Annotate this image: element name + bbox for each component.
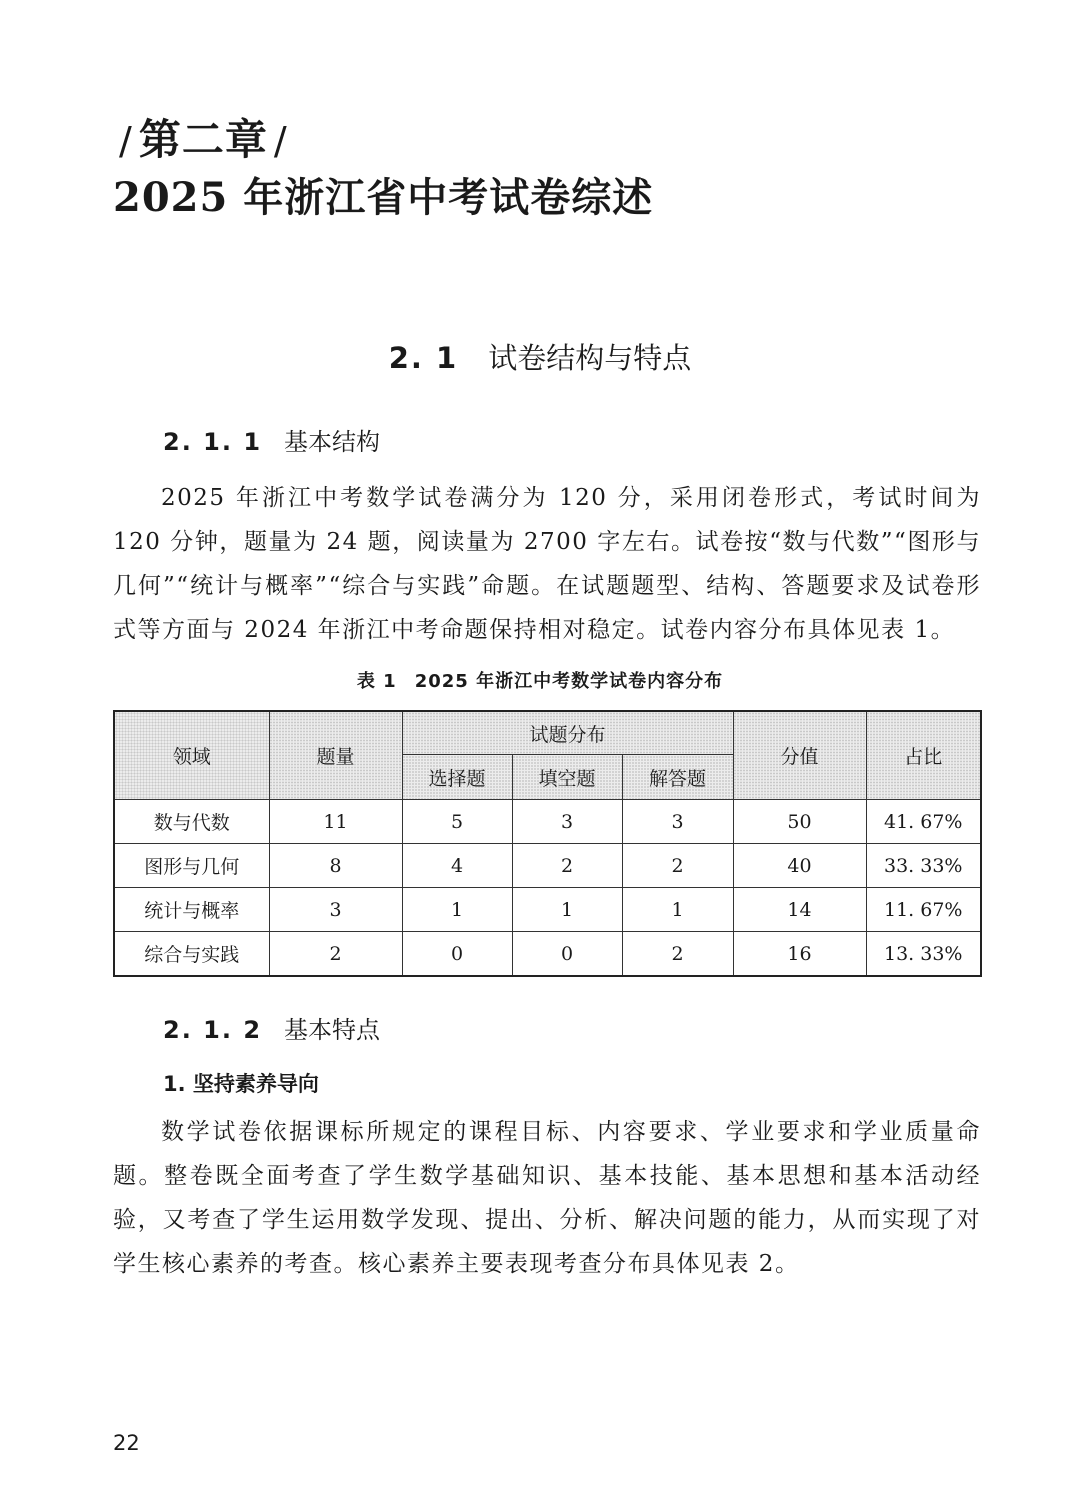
header-domain: 领域 — [114, 711, 269, 800]
header-distribution: 试题分布 — [402, 711, 733, 755]
subsection-title: 基本结构 — [284, 428, 381, 456]
subsection-heading-basic-features — [163, 1012, 380, 1048]
cell-domain: 数与代数 — [114, 800, 269, 844]
cell-count: 3 — [269, 888, 402, 932]
chapter-title: 2025 年浙江省中考试卷综述 — [113, 174, 654, 221]
table-row — [114, 932, 981, 977]
cell-ratio: 11. 67% — [866, 888, 981, 932]
cell-choice: 5 — [402, 800, 512, 844]
cell-ratio: 13. 33% — [866, 932, 981, 977]
header-score: 分值 — [733, 711, 866, 800]
header-fill: 填空题 — [512, 755, 622, 800]
cell-score: 50 — [733, 800, 866, 844]
header-answer: 解答题 — [622, 755, 733, 800]
cell-domain: 统计与概率 — [114, 888, 269, 932]
cell-answer: 3 — [622, 800, 733, 844]
table-caption-label: 表 1 — [356, 671, 397, 692]
cell-score: 16 — [733, 932, 866, 977]
chapter-label — [113, 112, 294, 169]
table-caption-title: 2025 年浙江中考数学试卷内容分布 — [414, 671, 724, 692]
cell-domain: 综合与实践 — [114, 932, 269, 977]
cell-answer: 2 — [622, 932, 733, 977]
chapter-slash-left: / — [119, 119, 133, 163]
cell-choice: 4 — [402, 844, 512, 888]
paragraph-basic-structure: 2025 年浙江中考数学试卷满分为 120 分，采用闭卷形式，考试时间为 120 分钟，题量为 24 题，阅读量为 2700 字左右。试卷按“数与代数”“图形与几何”“统计与概率”“综合与实践”命题。在试题题型、结构、答题要求及试卷形式等方面与 2024 年浙江中考命题保持相对稳定。试卷内容分布具体见表 1。 — [113, 485, 981, 643]
table-row — [114, 800, 981, 844]
paragraph-literacy-orientation: 数学试卷依据课标所规定的课程目标、内容要求、学业要求和学业质量命题。整卷既全面考查了学生数学基础知识、基本技能、基本思想和基本活动经验，又考查了学生运用数学发现、提出、分析、解决问题的能力，从而实现了对学生核心素养的考查。核心素养主要表现考查分布具体见表 2。 — [113, 1119, 981, 1277]
subsection-heading-basic-structure — [163, 424, 380, 460]
cell-fill: 2 — [512, 844, 622, 888]
header-ratio: 占比 — [866, 711, 981, 800]
cell-count: 2 — [269, 932, 402, 977]
cell-ratio: 33. 33% — [866, 844, 981, 888]
subsection-number: 2. 1. 2 — [163, 1016, 263, 1044]
cell-score: 40 — [733, 844, 866, 888]
cell-choice: 1 — [402, 888, 512, 932]
cell-score: 14 — [733, 888, 866, 932]
page-number: 22 — [113, 1431, 140, 1455]
header-choice: 选择题 — [402, 755, 512, 800]
cell-answer: 1 — [622, 888, 733, 932]
subsection-number: 2. 1. 1 — [163, 428, 263, 456]
chapter-slash-right: / — [273, 119, 288, 163]
item-heading-literacy-orientation: 1. 坚持素养导向 — [163, 1072, 319, 1096]
cell-fill: 3 — [512, 800, 622, 844]
cell-fill: 0 — [512, 932, 622, 977]
table-header-row — [114, 711, 981, 755]
chapter-label-text: 第二章 — [138, 115, 268, 164]
section-title: 试卷结构与特点 — [488, 341, 692, 375]
cell-ratio: 41. 67% — [866, 800, 981, 844]
header-count: 题量 — [269, 711, 402, 800]
cell-answer: 2 — [622, 844, 733, 888]
cell-count: 8 — [269, 844, 402, 888]
section-heading — [0, 336, 1080, 380]
subsection-title: 基本特点 — [284, 1016, 381, 1044]
cell-domain: 图形与几何 — [114, 844, 269, 888]
cell-choice: 0 — [402, 932, 512, 977]
table-row — [114, 888, 981, 932]
table-row — [114, 844, 981, 888]
cell-fill: 1 — [512, 888, 622, 932]
table-caption — [0, 667, 1080, 697]
section-number: 2. 1 — [388, 341, 459, 375]
content-distribution-table — [113, 710, 982, 977]
cell-count: 11 — [269, 800, 402, 844]
